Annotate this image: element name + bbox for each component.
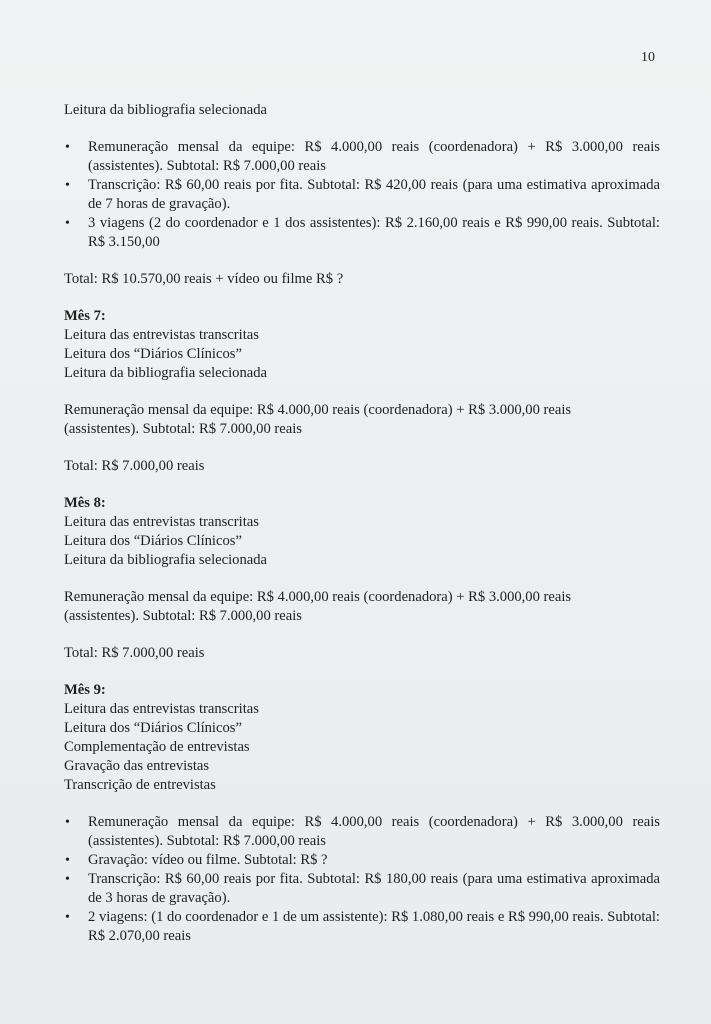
month-8-activity: Leitura da bibliografia selecionada	[64, 552, 268, 568]
month-9-activity: Complementação de entrevistas	[64, 739, 250, 755]
spacer	[64, 383, 660, 401]
month-8-activity: Leitura dos “Diários Clínicos”	[64, 533, 242, 549]
cost-bullet-travel: • 3 viagens (2 do coordenador e 1 dos assistentes): R$ 2.160,00 reais e R$ 990,00 reais. Subtotal: R$ 3.150,00	[64, 214, 660, 252]
spacer	[64, 439, 660, 457]
page-number: 10	[641, 50, 655, 65]
cost-bullet-transcription: • Transcrição: R$ 60,00 reais por fita. Subtotal: R$ 180,00 reais (para uma estimativa aproximada de 3 horas de gravação).	[64, 870, 660, 908]
spacer	[64, 252, 660, 270]
month-7-remuneration: Remuneração mensal da equipe: R$ 4.000,00 reais (coordenadora) + R$ 3.000,00 reais	[64, 402, 572, 418]
cost-bullet-travel: • 2 viagens: (1 do coordenador e 1 de um assistente): R$ 1.080,00 reais e R$ 990,00 reais. Subtotal: R$ 2.070,00 reais	[64, 908, 660, 946]
month-8-remuneration: (assistentes). Subtotal: R$ 7.000,00 reais	[64, 608, 302, 624]
spacer	[64, 795, 660, 813]
spacer	[64, 663, 660, 681]
spacer	[64, 120, 660, 138]
intro-cost-list	[64, 138, 660, 252]
cost-bullet-remuneration: • Remuneração mensal da equipe: R$ 4.000,00 reais (coordenadora) + R$ 3.000,00 reais (assistentes). Subtotal: R$ 7.000,00 reais	[64, 138, 660, 176]
cost-bullet-recording: • Gravação: vídeo ou filme. Subtotal: R$ ?	[64, 851, 660, 870]
cost-bullet-remuneration: • Remuneração mensal da equipe: R$ 4.000,00 reais (coordenadora) + R$ 3.000,00 reais (assistentes). Subtotal: R$ 7.000,00 reais	[64, 813, 660, 851]
page-content	[64, 101, 660, 946]
month-9-activity: Leitura dos “Diários Clínicos”	[64, 720, 242, 736]
month-7-activity: Leitura da bibliografia selecionada	[64, 365, 268, 381]
month-8-total: Total: R$ 7.000,00 reais	[64, 645, 205, 661]
month-8-remuneration: Remuneração mensal da equipe: R$ 4.000,00 reais (coordenadora) + R$ 3.000,00 reais	[64, 589, 572, 605]
spacer	[64, 626, 660, 644]
intro-total: Total: R$ 10.570,00 reais + vídeo ou filme R$ ?	[64, 271, 344, 287]
month-7-total: Total: R$ 7.000,00 reais	[64, 458, 205, 474]
intro-activity: Leitura da bibliografia selecionada	[64, 102, 268, 118]
month-7-activity: Leitura das entrevistas transcritas	[64, 327, 259, 343]
month-9-activity: Leitura das entrevistas transcritas	[64, 701, 259, 717]
month-9-cost-list	[64, 813, 660, 946]
month-9-activity: Gravação das entrevistas	[64, 758, 210, 774]
month-7-remuneration: (assistentes). Subtotal: R$ 7.000,00 reais	[64, 421, 302, 437]
spacer	[64, 570, 660, 588]
month-9-activity: Transcrição de entrevistas	[64, 777, 216, 793]
month-8-heading: Mês 8:	[64, 495, 106, 511]
spacer	[64, 476, 660, 494]
month-9-heading: Mês 9:	[64, 682, 106, 698]
spacer	[64, 289, 660, 307]
month-8-activity: Leitura das entrevistas transcritas	[64, 514, 259, 530]
month-7-activity: Leitura dos “Diários Clínicos”	[64, 346, 242, 362]
cost-bullet-transcription: • Transcrição: R$ 60,00 reais por fita. Subtotal: R$ 420,00 reais (para uma estimativa aproximada de 7 horas de gravação).	[64, 176, 660, 214]
month-7-heading: Mês 7:	[64, 308, 106, 324]
